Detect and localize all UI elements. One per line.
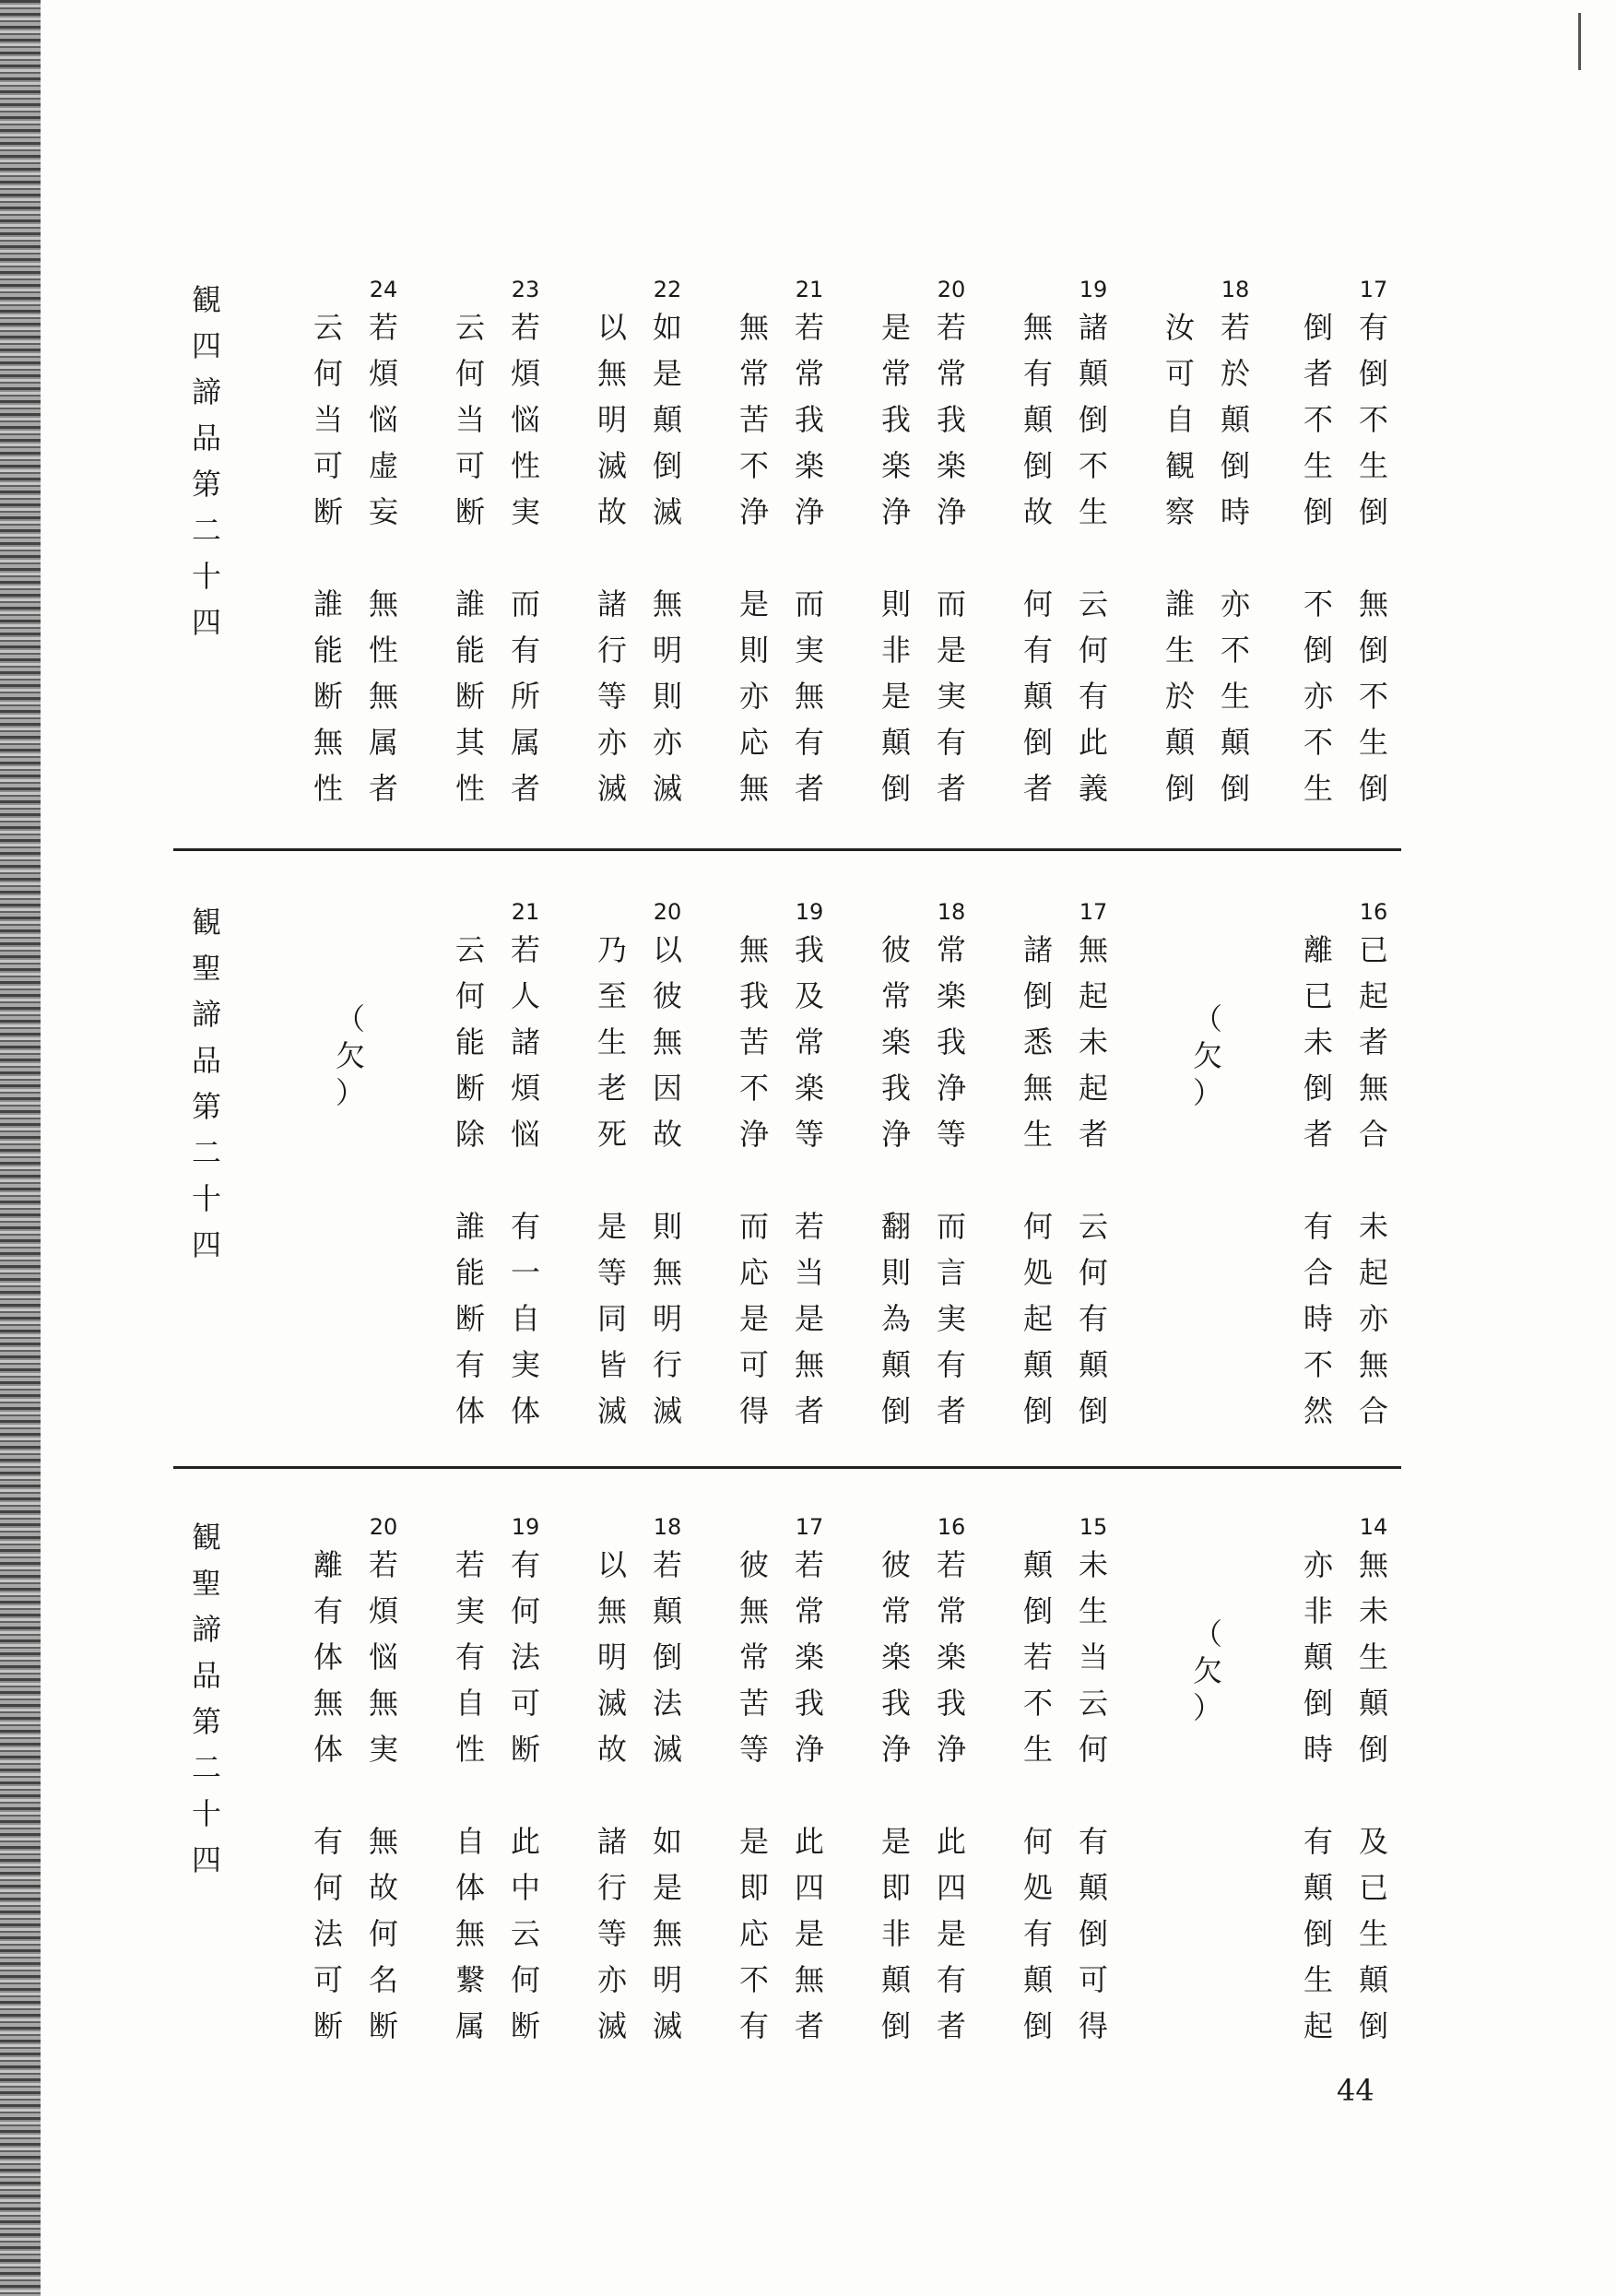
- verse-line: 乃 至 生 老 死: [596, 932, 627, 1152]
- verse-number: 15: [1079, 1514, 1108, 1540]
- section-kanshitai: [173, 277, 1401, 830]
- verse-number: 19: [795, 899, 824, 925]
- verse-number: 17: [1079, 899, 1108, 925]
- verse-line: 誰 能 断 有 体: [454, 1209, 485, 1428]
- verse-number: 19: [1079, 277, 1108, 302]
- verse-line: 而 是 実 有 者: [936, 586, 966, 806]
- verse-line: 彼 常 楽 我 浄: [880, 932, 911, 1152]
- verse-line: 何 有 顛 倒 者: [1022, 586, 1053, 806]
- verse-line: 以 彼 無 因 故: [652, 932, 682, 1152]
- verse-line: 有 顛 倒 生 起: [1303, 1824, 1333, 2043]
- verse-number: 17: [795, 1514, 824, 1540]
- verse-line: 誰 能 断 其 性: [454, 586, 485, 806]
- verse-line: 若 人 諸 煩 悩: [510, 932, 540, 1152]
- verse-14: [1291, 1514, 1401, 2067]
- verse-number: 16: [937, 1514, 966, 1540]
- verse-line: 若 常 楽 我 浄: [794, 1547, 824, 1767]
- verse-number: 20: [937, 277, 966, 302]
- verse-line: 離 已 未 倒 者: [1303, 932, 1333, 1152]
- verse-line: 是 即 応 不 有: [738, 1824, 769, 2043]
- verse-17: [726, 1514, 837, 2067]
- verse-line: 若 常 我 楽 浄: [936, 310, 966, 529]
- verse-15: [1010, 1514, 1121, 2067]
- verse-line: 自 体 無 繋 属: [454, 1824, 485, 2043]
- verse-line: 而 有 所 属 者: [510, 586, 540, 806]
- verse-line: 是 常 我 楽 浄: [880, 310, 911, 529]
- verse-line: 若 顛 倒 法 滅: [652, 1547, 682, 1767]
- verse-line: 是 等 同 皆 滅: [596, 1209, 627, 1428]
- verse-line: 有 何 法 可 断: [510, 1547, 540, 1767]
- verse-line: 若 煩 悩 性 実: [510, 310, 540, 529]
- verse-line: 而 言 実 有 者: [936, 1209, 966, 1428]
- verse-number: 14: [1359, 1514, 1388, 1540]
- verse-number: 24: [369, 277, 398, 302]
- verse-line: 諸 行 等 亦 滅: [596, 586, 627, 806]
- verse-number: 18: [1221, 277, 1250, 302]
- verse-line: 以 無 明 滅 故: [596, 1547, 627, 1767]
- verse-line: 亦 不 生 顛 倒: [1220, 586, 1250, 806]
- verse-line: 若 煩 悩 無 実: [368, 1547, 398, 1767]
- verse-19: [1010, 277, 1121, 830]
- page-number: 44: [1337, 2073, 1374, 2108]
- verse-line: 云 何 有 此 義: [1078, 586, 1108, 806]
- verse-line: 有 倒 不 生 倒: [1358, 310, 1388, 529]
- verse-line: 何 処 有 顛 倒: [1022, 1824, 1053, 2043]
- verse-line: 無 明 則 亦 滅: [652, 586, 682, 806]
- verse-number: 17: [1359, 277, 1388, 302]
- verse-number: 18: [937, 899, 966, 925]
- verse-line: 諸 顛 倒 不 生: [1078, 310, 1108, 529]
- section-divider: [173, 1466, 1401, 1469]
- verse-number: 20: [653, 899, 682, 925]
- scan-spine-shadow: [0, 0, 41, 2296]
- verse-line: 我 及 常 楽 等: [794, 932, 824, 1152]
- verse-19: [726, 899, 837, 1452]
- verse-line: 彼 常 楽 我 浄: [880, 1547, 911, 1767]
- verse-16: [868, 1514, 979, 2067]
- verse-line: 無 起 未 起 者: [1078, 932, 1108, 1152]
- verse-line: 諸 行 等 亦 滅: [596, 1824, 627, 2043]
- section-divider: [173, 848, 1401, 851]
- verse-line: 亦 非 顛 倒 時: [1303, 1547, 1333, 1767]
- verse-18: [868, 899, 979, 1452]
- verse-line: 倒 者 不 生 倒: [1303, 310, 1333, 529]
- verse-line: 未 起 亦 無 合: [1358, 1209, 1388, 1428]
- verse-line: 是 則 亦 応 無: [738, 586, 769, 806]
- verse-line: 以 無 明 滅 故: [596, 310, 627, 529]
- verse-20: [868, 277, 979, 830]
- verse-23: [442, 277, 553, 830]
- verse-line: 如 是 顛 倒 滅: [652, 310, 682, 529]
- verse-number: 21: [511, 899, 540, 925]
- verse-line: 此 四 是 有 者: [936, 1824, 966, 2043]
- verse-21: [442, 899, 553, 1452]
- verse-line: 而 実 無 有 者: [794, 586, 824, 806]
- verse-line: 則 無 明 行 滅: [652, 1209, 682, 1428]
- verse-19: [442, 1514, 553, 2067]
- verse-line: 如 是 無 明 滅: [652, 1824, 682, 2043]
- verse-line: 未 生 当 云 何: [1078, 1547, 1108, 1767]
- verse-24: [301, 277, 411, 830]
- lacuna-note: （ 欠 ）: [1192, 1616, 1222, 1725]
- verse-line: 常 楽 我 浄 等: [936, 932, 966, 1152]
- verse-line: 有 顛 倒 可 得: [1078, 1824, 1108, 2043]
- verse-number: 18: [653, 1514, 682, 1540]
- section-title: 観 四 諦 品 第 二 十 四: [191, 282, 221, 640]
- section-title: 観 聖 諦 品 第 二 十 四: [191, 905, 221, 1262]
- verse-18: [584, 1514, 695, 2067]
- verse-line: 有 一 自 実 体: [510, 1209, 540, 1428]
- verse-line: 已 起 者 無 合: [1358, 932, 1388, 1152]
- verse-line: 此 四 是 無 者: [794, 1824, 824, 2043]
- verse-line: 顛 倒 若 不 生: [1022, 1547, 1053, 1767]
- section-title: 観 聖 諦 品 第 二 十 四: [191, 1520, 221, 1877]
- verse-20: [584, 899, 695, 1452]
- verse-line: 此 中 云 何 断: [510, 1824, 540, 2043]
- verse-line: 有 合 時 不 然: [1303, 1209, 1333, 1428]
- verse-line: 無 性 無 属 者: [368, 586, 398, 806]
- verse-line: 誰 生 於 顛 倒: [1164, 586, 1195, 806]
- verse-number: 21: [795, 277, 824, 302]
- verse-line: 云 何 有 顛 倒: [1078, 1209, 1108, 1428]
- verse-line: 若 煩 悩 虚 妄: [368, 310, 398, 529]
- verse-line: 無 故 何 名 断: [368, 1824, 398, 2043]
- verse-line: 而 応 是 可 得: [738, 1209, 769, 1428]
- verse-line: 翻 則 為 顛 倒: [880, 1209, 911, 1428]
- verse-line: 若 実 有 自 性: [454, 1547, 485, 1767]
- verse-line: 無 我 苦 不 浄: [738, 932, 769, 1152]
- verse-line: 若 常 我 楽 浄: [794, 310, 824, 529]
- verse-line: 彼 無 常 苦 等: [738, 1547, 769, 1767]
- verse-line: 則 非 是 顛 倒: [880, 586, 911, 806]
- verse-line: 無 常 苦 不 浄: [738, 310, 769, 529]
- verse-line: 無 未 生 顛 倒: [1358, 1547, 1388, 1767]
- corner-mark: [1578, 13, 1581, 70]
- verse-18: [1152, 277, 1263, 830]
- verse-line: 云 何 能 断 除: [454, 932, 485, 1152]
- verse-number: 23: [511, 277, 540, 302]
- verse-line: 及 已 生 顛 倒: [1358, 1824, 1388, 2043]
- verse-line: 是 即 非 顛 倒: [880, 1824, 911, 2043]
- verse-17: [1291, 277, 1401, 830]
- verse-22: [584, 277, 695, 830]
- lacuna-note: （ 欠 ）: [335, 1001, 365, 1110]
- verse-line: 云 何 当 可 断: [313, 310, 343, 529]
- verse-line: 若 当 是 無 者: [794, 1209, 824, 1428]
- verse-17: [1010, 899, 1121, 1452]
- verse-line: 不 倒 亦 不 生: [1303, 586, 1333, 806]
- verse-line: 若 常 楽 我 浄: [936, 1547, 966, 1767]
- lacuna-note: （ 欠 ）: [1192, 1001, 1222, 1110]
- verse-number: 20: [369, 1514, 398, 1540]
- verse-line: 若 於 顛 倒 時: [1220, 310, 1250, 529]
- section-kanshotai-a: [173, 899, 1401, 1452]
- verse-line: 誰 能 断 無 性: [313, 586, 343, 806]
- verse-number: 22: [653, 277, 682, 302]
- verse-line: 無 倒 不 生 倒: [1358, 586, 1388, 806]
- verse-line: 離 有 体 無 体: [313, 1547, 343, 1767]
- verse-line: 云 何 当 可 断: [454, 310, 485, 529]
- verse-number: 16: [1359, 899, 1388, 925]
- verse-line: 有 何 法 可 断: [313, 1824, 343, 2043]
- verse-line: 諸 倒 悉 無 生: [1022, 932, 1053, 1152]
- verse-line: 何 処 起 顛 倒: [1022, 1209, 1053, 1428]
- section-kanshotai-b: [173, 1514, 1401, 2067]
- verse-line: 汝 可 自 観 察: [1164, 310, 1195, 529]
- verse-line: 無 有 顛 倒 故: [1022, 310, 1053, 529]
- verse-number: 19: [511, 1514, 540, 1540]
- verse-21: [726, 277, 837, 830]
- verse-16: [1291, 899, 1401, 1452]
- verse-20: [301, 1514, 411, 2067]
